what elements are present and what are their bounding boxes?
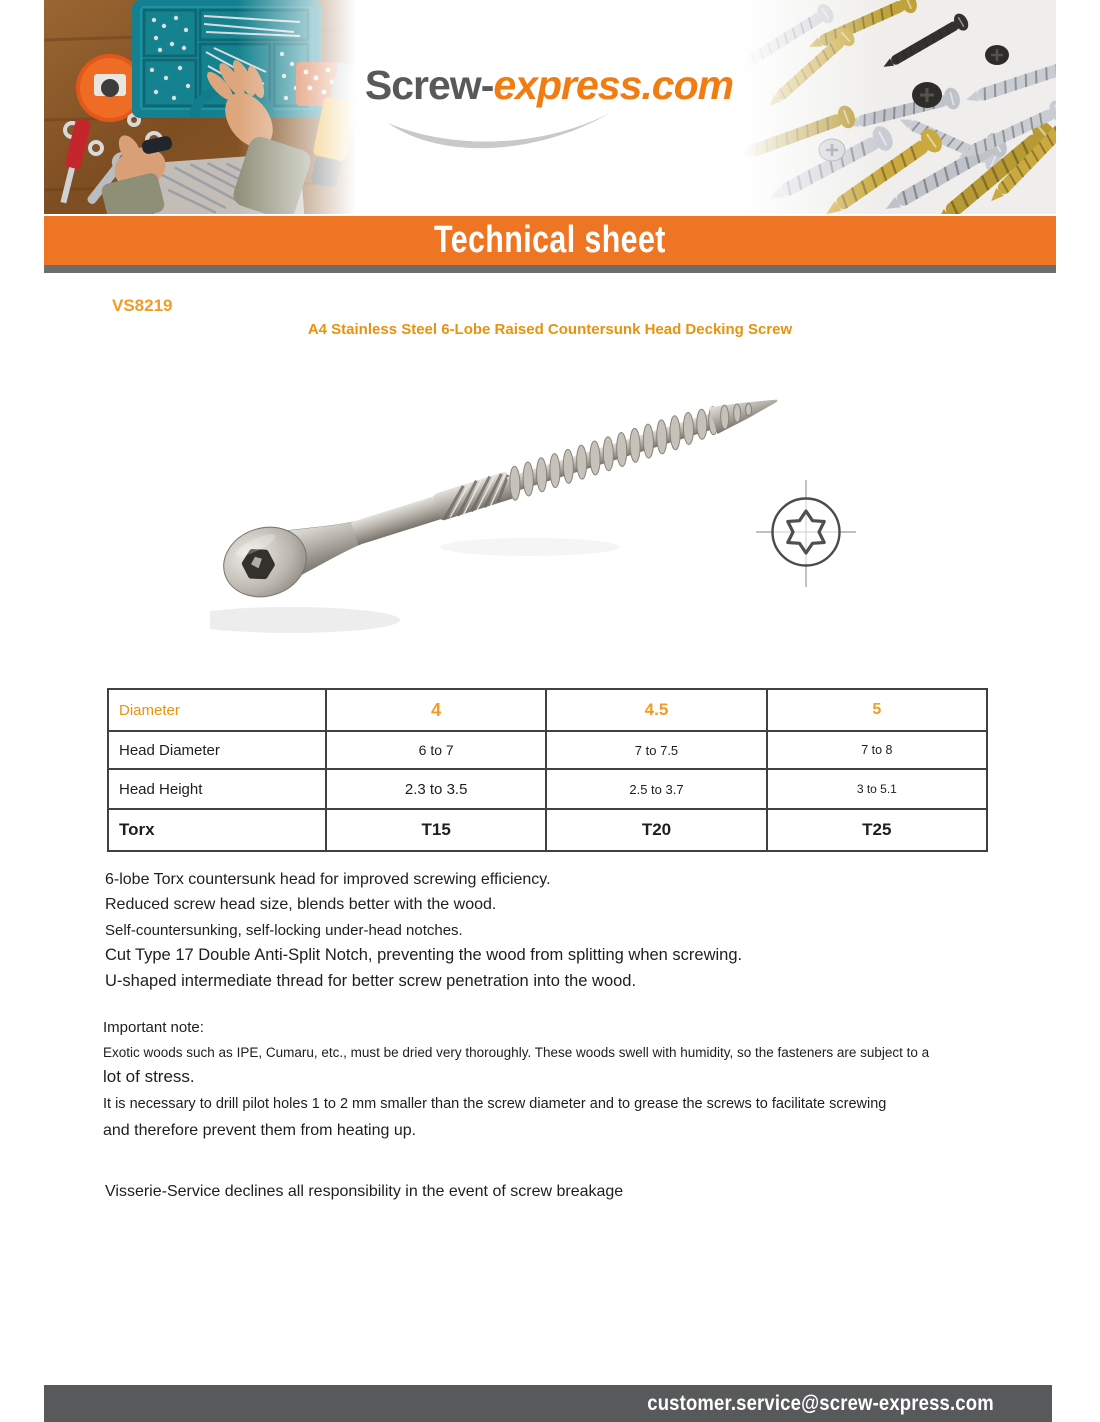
banner [44,216,1056,265]
workbench-photo [44,0,356,214]
row-label-torx: Torx [108,809,326,851]
spec-table [107,688,988,852]
product-name: A4 Stainless Steel 6-Lobe Raised Countersunk Head Decking Screw [307,321,793,338]
cell-torx-1: T15 [326,809,546,851]
logo-swoosh-icon [384,111,614,149]
note-line-1: Exotic woods such as IPE, Cumaru, etc., must be dried very thoroughly. These woods swell with humidity, so the fasteners are subject to a [103,1045,930,1060]
cell-torx-3: T25 [767,809,987,851]
table-row-head-diameter [108,731,987,769]
cell-head-height-3: 3 to 5.1 [767,769,987,809]
cell-head-diameter-1: 6 to 7 [326,731,546,769]
page-title: Technical sheet [434,219,666,261]
table-row-head-height [108,769,987,809]
note-line-2: lot of stress. [103,1067,195,1087]
table-row-torx [108,809,987,851]
feature-line-4: Cut Type 17 Double Anti-Split Notch, preventing the wood from splitting when screwing. [105,946,743,965]
contact-email[interactable]: customer.service@screw-express.com [647,1391,994,1415]
important-note [103,1019,1078,1148]
footer [44,1385,1052,1422]
cell-head-diameter-3: 7 to 8 [767,731,987,769]
product-code: VS8219 [112,296,173,315]
cell-diameter-2: 4.5 [546,689,766,731]
cell-diameter-1: 4 [326,689,546,731]
logo-text-screw: Screw- [364,62,494,108]
disclaimer: Visserie-Service declines all responsibility in the event of screw breakage [105,1183,624,1200]
row-label-head-diameter: Head Diameter [108,731,326,769]
feature-line-5: U-shaped intermediate thread for better screw penetration into the wood. [105,972,637,990]
feature-line-1: 6-lobe Torx countersunk head for improved screwing efficiency. [105,871,551,888]
cell-head-height-2: 2.5 to 3.7 [546,769,766,809]
workbench-photo-illustration [44,0,356,214]
row-label-diameter: Diameter [108,689,326,731]
product-screw-illustration [210,372,860,662]
screws-photo [742,0,1056,214]
cell-diameter-3: 5 [767,689,987,731]
cell-head-diameter-2: 7 to 7.5 [546,731,766,769]
note-line-4: and therefore prevent them from heating up. [103,1121,417,1139]
product-image [210,372,860,662]
logo-text [365,62,733,109]
feature-line-2: Reduced screw head size, blends better with the wood. [105,896,497,914]
important-note-title: Important note: [103,1019,204,1036]
feature-line-3: Self-countersunking, self-locking under-head notches. [105,921,463,939]
cell-head-height-1: 2.3 to 3.5 [326,769,546,809]
table-row-diameter [108,689,987,731]
screws-pile-illustration [742,0,1056,214]
logo-text-express: express.com [493,62,734,108]
logo [356,0,742,214]
note-line-3: It is necessary to drill pilot holes 1 to 2 mm smaller than the screw diameter and to grease the screws to facilitate screwing [103,1095,887,1112]
divider [44,265,1056,273]
features-list [105,871,1065,998]
cell-torx-2: T20 [546,809,766,851]
row-label-head-height: Head Height [108,769,326,809]
torx-head-drawing-icon [756,480,856,587]
